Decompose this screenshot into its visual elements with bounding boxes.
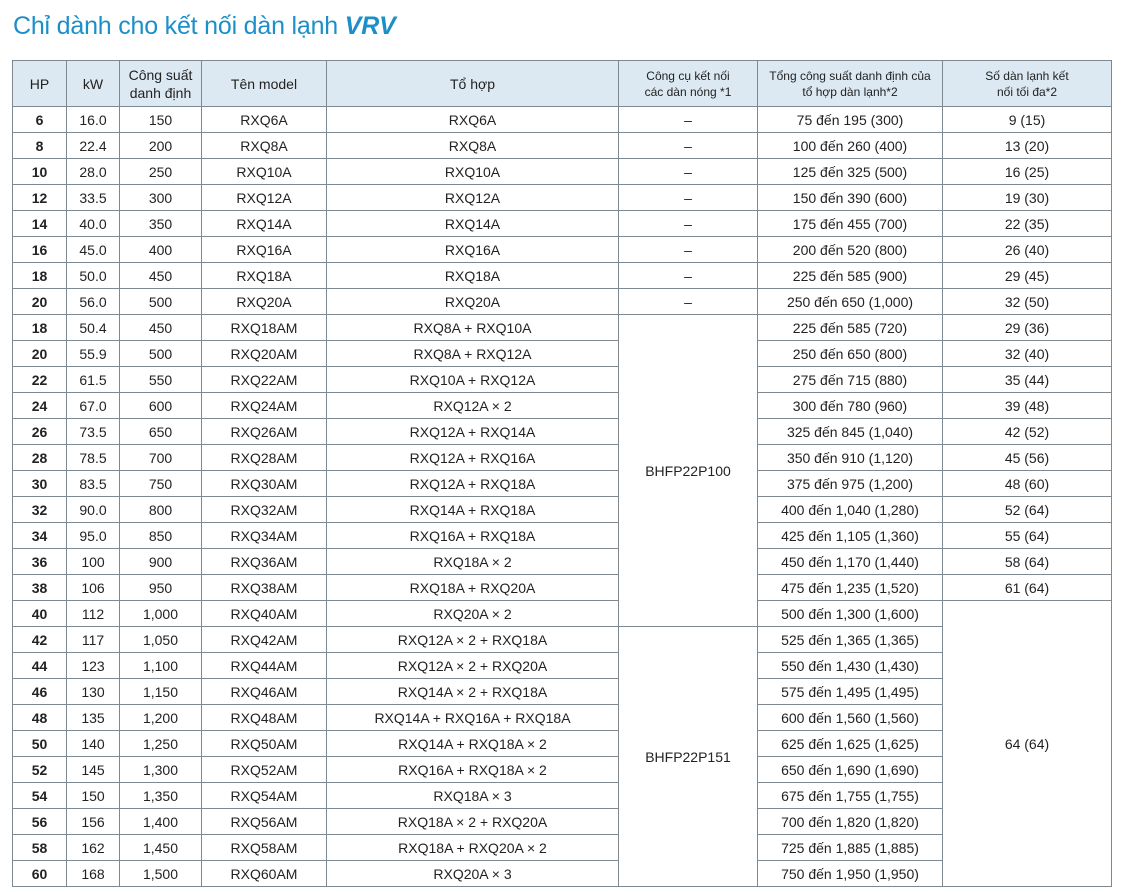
cell-kw: 95.0 (67, 523, 120, 549)
cell-hp: 36 (13, 549, 67, 575)
cell-max-units: 32 (40) (943, 341, 1112, 367)
table-row (13, 575, 1112, 601)
cell-kw: 168 (67, 861, 120, 887)
cell-combination: RXQ12A (327, 185, 619, 211)
cell-total-capacity: 150 đến 390 (600) (758, 185, 943, 211)
cell-kw: 50.4 (67, 315, 120, 341)
cell-hp: 32 (13, 497, 67, 523)
cell-model: RXQ46AM (202, 679, 327, 705)
cell-kw: 67.0 (67, 393, 120, 419)
cell-max-units: 16 (25) (943, 159, 1112, 185)
cell-hp: 30 (13, 471, 67, 497)
header-row (13, 61, 1112, 107)
cell-capacity: 950 (120, 575, 202, 601)
cell-capacity: 1,050 (120, 627, 202, 653)
cell-hp: 34 (13, 523, 67, 549)
cell-total-capacity: 75 đến 195 (300) (758, 107, 943, 133)
cell-kw: 135 (67, 705, 120, 731)
cell-capacity: 1,150 (120, 679, 202, 705)
cell-total-capacity: 100 đến 260 (400) (758, 133, 943, 159)
cell-model: RXQ24AM (202, 393, 327, 419)
header-kw: kW (67, 61, 120, 107)
cell-model: RXQ20A (202, 289, 327, 315)
cell-combination: RXQ18A + RXQ20A × 2 (327, 835, 619, 861)
cell-max-units: 29 (36) (943, 315, 1112, 341)
cell-combination: RXQ10A + RXQ12A (327, 367, 619, 393)
cell-connector-triple: BHFP22P151 (619, 627, 758, 887)
header-combination: Tổ hợp (327, 61, 619, 107)
cell-model: RXQ48AM (202, 705, 327, 731)
cell-combination: RXQ8A + RXQ12A (327, 341, 619, 367)
cell-hp: 60 (13, 861, 67, 887)
cell-max-units: 9 (15) (943, 107, 1112, 133)
cell-total-capacity: 250 đến 650 (800) (758, 341, 943, 367)
cell-capacity: 650 (120, 419, 202, 445)
cell-max-units: 26 (40) (943, 237, 1112, 263)
cell-model: RXQ52AM (202, 757, 327, 783)
cell-combination: RXQ14A × 2 + RXQ18A (327, 679, 619, 705)
cell-hp: 44 (13, 653, 67, 679)
cell-total-capacity: 450 đến 1,170 (1,440) (758, 549, 943, 575)
cell-capacity: 700 (120, 445, 202, 471)
cell-max-units: 22 (35) (943, 211, 1112, 237)
cell-hp: 12 (13, 185, 67, 211)
table-row (13, 185, 1112, 211)
cell-combination: RXQ20A × 3 (327, 861, 619, 887)
cell-total-capacity: 500 đến 1,300 (1,600) (758, 601, 943, 627)
cell-max-units-shared: 64 (64) (943, 601, 1112, 887)
cell-model: RXQ38AM (202, 575, 327, 601)
cell-total-capacity: 200 đến 520 (800) (758, 237, 943, 263)
cell-kw: 130 (67, 679, 120, 705)
cell-kw: 28.0 (67, 159, 120, 185)
cell-combination: RXQ18A × 3 (327, 783, 619, 809)
cell-capacity: 200 (120, 133, 202, 159)
cell-max-units: 39 (48) (943, 393, 1112, 419)
table-row (13, 549, 1112, 575)
cell-hp: 52 (13, 757, 67, 783)
cell-combination: RXQ20A (327, 289, 619, 315)
cell-connector: – (619, 237, 758, 263)
cell-model: RXQ18AM (202, 315, 327, 341)
header-total-capacity (758, 61, 943, 107)
cell-kw: 33.5 (67, 185, 120, 211)
cell-model: RXQ10A (202, 159, 327, 185)
header-total-line1: Tổng công suất danh định của (769, 68, 931, 83)
cell-capacity: 600 (120, 393, 202, 419)
cell-capacity: 400 (120, 237, 202, 263)
cell-capacity: 1,450 (120, 835, 202, 861)
cell-total-capacity: 625 đến 1,625 (1,625) (758, 731, 943, 757)
cell-model: RXQ16A (202, 237, 327, 263)
cell-combination: RXQ20A × 2 (327, 601, 619, 627)
table-row (13, 367, 1112, 393)
cell-hp: 18 (13, 263, 67, 289)
cell-combination: RXQ14A + RXQ16A + RXQ18A (327, 705, 619, 731)
cell-kw: 100 (67, 549, 120, 575)
cell-capacity: 300 (120, 185, 202, 211)
cell-max-units: 13 (20) (943, 133, 1112, 159)
cell-combination: RXQ18A + RXQ20A (327, 575, 619, 601)
cell-capacity: 550 (120, 367, 202, 393)
cell-kw: 90.0 (67, 497, 120, 523)
cell-capacity: 800 (120, 497, 202, 523)
cell-max-units: 52 (64) (943, 497, 1112, 523)
cell-hp: 26 (13, 419, 67, 445)
cell-model: RXQ14A (202, 211, 327, 237)
table-row (13, 393, 1112, 419)
cell-model: RXQ42AM (202, 627, 327, 653)
cell-model: RXQ32AM (202, 497, 327, 523)
cell-model: RXQ26AM (202, 419, 327, 445)
cell-kw: 56.0 (67, 289, 120, 315)
cell-max-units: 48 (60) (943, 471, 1112, 497)
cell-model: RXQ22AM (202, 367, 327, 393)
cell-model: RXQ6A (202, 107, 327, 133)
cell-total-capacity: 225 đến 585 (900) (758, 263, 943, 289)
cell-total-capacity: 525 đến 1,365 (1,365) (758, 627, 943, 653)
cell-model: RXQ8A (202, 133, 327, 159)
cell-total-capacity: 325 đến 845 (1,040) (758, 419, 943, 445)
cell-max-units: 29 (45) (943, 263, 1112, 289)
cell-capacity: 1,250 (120, 731, 202, 757)
cell-kw: 73.5 (67, 419, 120, 445)
cell-total-capacity: 225 đến 585 (720) (758, 315, 943, 341)
cell-capacity: 750 (120, 471, 202, 497)
cell-kw: 150 (67, 783, 120, 809)
cell-model: RXQ34AM (202, 523, 327, 549)
cell-total-capacity: 125 đến 325 (500) (758, 159, 943, 185)
cell-model: RXQ44AM (202, 653, 327, 679)
cell-model: RXQ12A (202, 185, 327, 211)
cell-kw: 83.5 (67, 471, 120, 497)
cell-hp: 6 (13, 107, 67, 133)
cell-capacity: 450 (120, 263, 202, 289)
cell-capacity: 500 (120, 289, 202, 315)
cell-hp: 38 (13, 575, 67, 601)
table-row (13, 445, 1112, 471)
cell-combination: RXQ6A (327, 107, 619, 133)
cell-hp: 42 (13, 627, 67, 653)
cell-total-capacity: 575 đến 1,495 (1,495) (758, 679, 943, 705)
cell-model: RXQ18A (202, 263, 327, 289)
cell-max-units: 55 (64) (943, 523, 1112, 549)
cell-capacity: 850 (120, 523, 202, 549)
cell-total-capacity: 475 đến 1,235 (1,520) (758, 575, 943, 601)
cell-combination: RXQ18A (327, 263, 619, 289)
cell-combination: RXQ18A × 2 + RXQ20A (327, 809, 619, 835)
cell-total-capacity: 650 đến 1,690 (1,690) (758, 757, 943, 783)
header-capacity (120, 61, 202, 107)
cell-total-capacity: 725 đến 1,885 (1,885) (758, 835, 943, 861)
cell-kw: 162 (67, 835, 120, 861)
cell-model: RXQ54AM (202, 783, 327, 809)
cell-model: RXQ56AM (202, 809, 327, 835)
table-row (13, 419, 1112, 445)
header-connector-line2: các dàn nóng *1 (644, 84, 732, 99)
cell-capacity: 1,400 (120, 809, 202, 835)
title-prefix: Chỉ dành cho kết nối dàn lạnh (13, 12, 338, 40)
cell-hp: 22 (13, 367, 67, 393)
cell-capacity: 1,350 (120, 783, 202, 809)
header-capacity-line2: danh định (129, 84, 192, 101)
cell-total-capacity: 275 đến 715 (880) (758, 367, 943, 393)
cell-combination: RXQ12A + RXQ14A (327, 419, 619, 445)
cell-model: RXQ50AM (202, 731, 327, 757)
header-max-units (943, 61, 1112, 107)
table-row (13, 133, 1112, 159)
cell-hp: 16 (13, 237, 67, 263)
table-row (13, 211, 1112, 237)
cell-model: RXQ28AM (202, 445, 327, 471)
header-max-line2: nối tối đa*2 (996, 84, 1058, 99)
cell-model: RXQ36AM (202, 549, 327, 575)
cell-connector: – (619, 159, 758, 185)
table-row (13, 159, 1112, 185)
cell-combination: RXQ8A (327, 133, 619, 159)
cell-combination: RXQ14A + RXQ18A × 2 (327, 731, 619, 757)
cell-combination: RXQ10A (327, 159, 619, 185)
table-row (13, 107, 1112, 133)
cell-combination: RXQ12A × 2 (327, 393, 619, 419)
cell-max-units: 61 (64) (943, 575, 1112, 601)
header-connector-line1: Công cụ kết nối (646, 68, 730, 83)
cell-combination: RXQ14A (327, 211, 619, 237)
cell-total-capacity: 425 đến 1,105 (1,360) (758, 523, 943, 549)
cell-capacity: 1,000 (120, 601, 202, 627)
cell-max-units: 42 (52) (943, 419, 1112, 445)
cell-total-capacity: 400 đến 1,040 (1,280) (758, 497, 943, 523)
cell-kw: 123 (67, 653, 120, 679)
cell-capacity: 1,100 (120, 653, 202, 679)
spec-table (12, 60, 1112, 887)
table-body (13, 107, 1112, 887)
cell-hp: 20 (13, 341, 67, 367)
cell-hp: 48 (13, 705, 67, 731)
header-total-line2: tổ hợp dàn lạnh*2 (802, 84, 898, 99)
cell-kw: 78.5 (67, 445, 120, 471)
cell-total-capacity: 175 đến 455 (700) (758, 211, 943, 237)
cell-combination: RXQ12A + RXQ18A (327, 471, 619, 497)
cell-connector: – (619, 185, 758, 211)
cell-hp: 10 (13, 159, 67, 185)
cell-hp: 54 (13, 783, 67, 809)
cell-connector: – (619, 133, 758, 159)
cell-total-capacity: 700 đến 1,820 (1,820) (758, 809, 943, 835)
cell-hp: 46 (13, 679, 67, 705)
header-max-line1: Số dàn lạnh kết (985, 68, 1069, 83)
cell-total-capacity: 550 đến 1,430 (1,430) (758, 653, 943, 679)
title-brand: VRV (344, 12, 396, 40)
header-connector (619, 61, 758, 107)
cell-max-units: 19 (30) (943, 185, 1112, 211)
cell-connector: – (619, 289, 758, 315)
cell-total-capacity: 375 đến 975 (1,200) (758, 471, 943, 497)
cell-model: RXQ30AM (202, 471, 327, 497)
cell-total-capacity: 600 đến 1,560 (1,560) (758, 705, 943, 731)
cell-kw: 16.0 (67, 107, 120, 133)
table-row (13, 497, 1112, 523)
cell-model: RXQ40AM (202, 601, 327, 627)
cell-model: RXQ60AM (202, 861, 327, 887)
cell-capacity: 500 (120, 341, 202, 367)
cell-combination: RXQ16A (327, 237, 619, 263)
cell-connector: – (619, 263, 758, 289)
page-title (13, 12, 396, 41)
header-model: Tên model (202, 61, 327, 107)
cell-hp: 58 (13, 835, 67, 861)
cell-total-capacity: 300 đến 780 (960) (758, 393, 943, 419)
cell-hp: 24 (13, 393, 67, 419)
cell-combination: RXQ18A × 2 (327, 549, 619, 575)
cell-model: RXQ58AM (202, 835, 327, 861)
cell-capacity: 1,300 (120, 757, 202, 783)
cell-connector-pair: BHFP22P100 (619, 315, 758, 627)
cell-combination: RXQ14A + RXQ18A (327, 497, 619, 523)
cell-total-capacity: 750 đến 1,950 (1,950) (758, 861, 943, 887)
cell-model: RXQ20AM (202, 341, 327, 367)
cell-kw: 22.4 (67, 133, 120, 159)
cell-combination: RXQ16A + RXQ18A (327, 523, 619, 549)
table-row (13, 341, 1112, 367)
cell-kw: 140 (67, 731, 120, 757)
cell-capacity: 900 (120, 549, 202, 575)
table-row (13, 523, 1112, 549)
cell-max-units: 32 (50) (943, 289, 1112, 315)
cell-max-units: 45 (56) (943, 445, 1112, 471)
cell-total-capacity: 350 đến 910 (1,120) (758, 445, 943, 471)
cell-hp: 56 (13, 809, 67, 835)
cell-capacity: 250 (120, 159, 202, 185)
cell-combination: RXQ8A + RXQ10A (327, 315, 619, 341)
cell-max-units: 58 (64) (943, 549, 1112, 575)
cell-hp: 50 (13, 731, 67, 757)
cell-kw: 50.0 (67, 263, 120, 289)
cell-kw: 156 (67, 809, 120, 835)
cell-hp: 18 (13, 315, 67, 341)
cell-kw: 145 (67, 757, 120, 783)
table-row (13, 237, 1112, 263)
cell-kw: 55.9 (67, 341, 120, 367)
cell-capacity: 350 (120, 211, 202, 237)
header-capacity-line1: Công suất (128, 66, 193, 83)
cell-connector: – (619, 211, 758, 237)
cell-connector: – (619, 107, 758, 133)
cell-capacity: 1,200 (120, 705, 202, 731)
table-row (13, 289, 1112, 315)
cell-kw: 106 (67, 575, 120, 601)
cell-kw: 112 (67, 601, 120, 627)
cell-hp: 14 (13, 211, 67, 237)
cell-hp: 20 (13, 289, 67, 315)
cell-kw: 61.5 (67, 367, 120, 393)
cell-combination: RXQ12A + RXQ16A (327, 445, 619, 471)
cell-max-units: 35 (44) (943, 367, 1112, 393)
cell-combination: RXQ12A × 2 + RXQ18A (327, 627, 619, 653)
cell-combination: RXQ16A + RXQ18A × 2 (327, 757, 619, 783)
cell-kw: 45.0 (67, 237, 120, 263)
cell-kw: 117 (67, 627, 120, 653)
cell-total-capacity: 675 đến 1,755 (1,755) (758, 783, 943, 809)
table-row (13, 315, 1112, 341)
table-row (13, 601, 1112, 627)
cell-capacity: 450 (120, 315, 202, 341)
cell-hp: 8 (13, 133, 67, 159)
table-row (13, 263, 1112, 289)
cell-combination: RXQ12A × 2 + RXQ20A (327, 653, 619, 679)
cell-hp: 40 (13, 601, 67, 627)
cell-total-capacity: 250 đến 650 (1,000) (758, 289, 943, 315)
cell-capacity: 1,500 (120, 861, 202, 887)
cell-capacity: 150 (120, 107, 202, 133)
cell-kw: 40.0 (67, 211, 120, 237)
table-row (13, 471, 1112, 497)
header-hp: HP (13, 61, 67, 107)
cell-hp: 28 (13, 445, 67, 471)
